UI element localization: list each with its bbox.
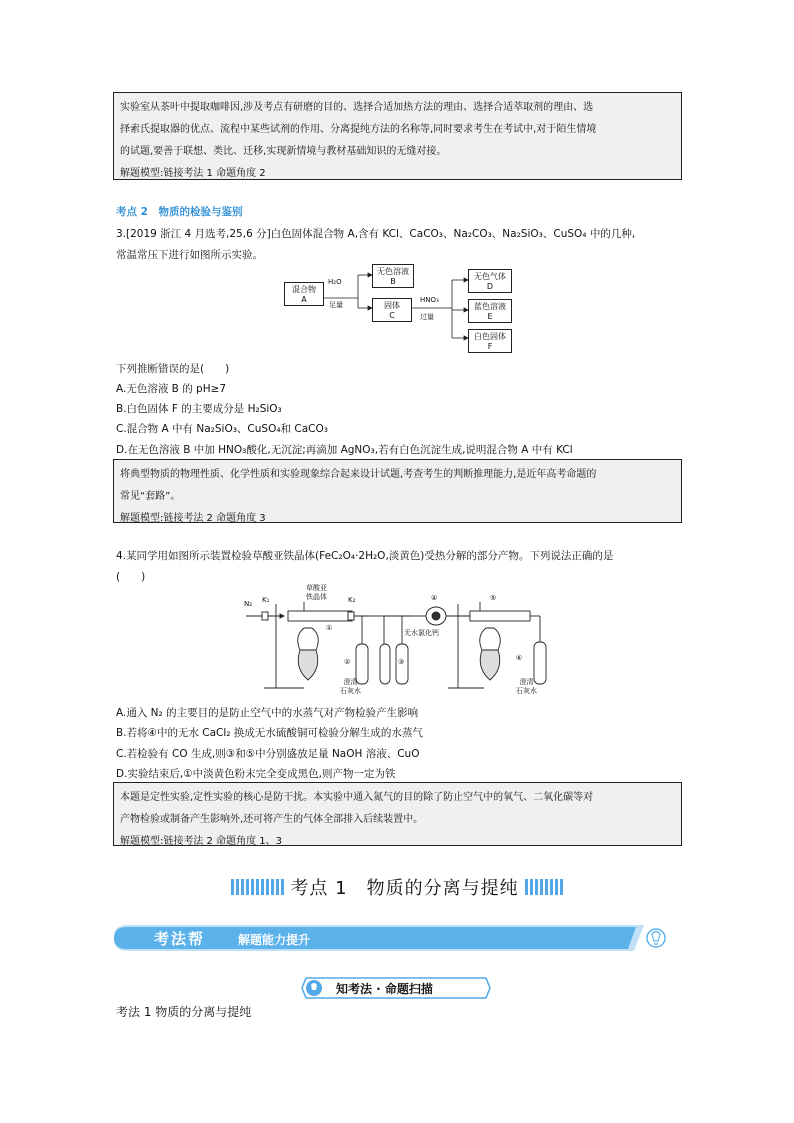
analysis-box-2 (113, 459, 682, 523)
lime2-line1: 澄清 (519, 678, 534, 686)
apparatus-drawing (244, 584, 554, 700)
q3-option-c: C.混合物 A 中有 Na₂SiO₃、CuSO₄和 CaCO₃ (116, 423, 328, 435)
solution-b-code: B (390, 277, 396, 286)
box1-line1: 实验室从茶叶中提取咖啡因,涉及考点有研磨的目的、选择合适加热方法的理由、选择合适萃取剂的理由、选 (120, 102, 594, 113)
box-solid-f (468, 329, 512, 353)
q4-apparatus (244, 584, 554, 700)
box2-line1: 将典型物质的物理性质、化学性质和实验现象综合起来设计试题,考查考生的判断推理能力,是近年高考命题的 (120, 469, 597, 480)
box-solution-e (468, 299, 512, 323)
solution-e-label: 蓝色溶液 (474, 302, 506, 311)
box-solid-c (372, 298, 412, 322)
solid-c-label: 固体 (384, 301, 400, 310)
box-mixture-a (284, 282, 324, 306)
label-limewater-2 (516, 678, 537, 696)
cond-excess-1: 足量 (329, 301, 343, 309)
mixture-code: A (301, 295, 307, 304)
q3-option-d: D.在无色溶液 B 中加 HNO₃酸化,无沉淀;再滴加 AgNO₃,若有白色沉淀生成,说明混合物 A 中有 KCl (116, 444, 573, 456)
q4-option-d: D.实验结束后,①中淡黄色粉末完全变成黑色,则产物一定为铁 (116, 768, 396, 780)
reagent-h2o: H₂O (328, 278, 342, 286)
label-crystal (306, 584, 327, 602)
box-gas-d (468, 269, 512, 293)
lime2-line2: 石灰水 (516, 687, 537, 695)
label-4: ④ (431, 594, 438, 602)
badge-text: 知考法 · 命题扫描 (336, 982, 433, 996)
section-title-text: 考点 1 物质的分离与提纯 (290, 878, 519, 899)
label-1: ① (326, 624, 333, 632)
label-5: ⑤ (490, 594, 497, 602)
solid-f-code: F (487, 342, 493, 351)
q3-question: 下列推断错误的是( ) (116, 363, 230, 375)
q3-stem-2: 常温常压下进行如图所示实验。 (116, 249, 263, 261)
crystal-line2: 铁晶体 (306, 593, 327, 601)
kaodian2-heading: 考点 2 物质的检验与鉴别 (116, 206, 243, 218)
box1-line3: 的试题,要善于联想、类比、迁移,实现新情境与教材基础知识的无缝对接。 (120, 146, 447, 157)
box2-line2: 常见“套路”。 (120, 491, 181, 502)
box3-line1: 本题是定性实验,定性实验的核心是防干扰。本实验中通入氮气的目的除了防止空气中的氧气、二氧化碳等对 (120, 792, 594, 803)
label-cacl2: 无水氯化钙 (404, 629, 439, 637)
label-3: ③ (398, 658, 405, 666)
box1-model: 解题模型:链接考法 1 命题角度 2 (120, 168, 266, 179)
lime1-line2: 石灰水 (340, 687, 361, 695)
solution-e-code: E (487, 312, 493, 321)
label-6: ⑥ (516, 654, 523, 662)
banner-left-text: 考法帮 (154, 930, 206, 948)
label-limewater-1 (340, 678, 361, 696)
label-k1: K₁ (262, 596, 270, 604)
box1-line2: 择索氏提取器的优点、流程中某些试剂的作用、分离提纯方法的名称等,同时要求考生在考试中,对于陌生情境 (120, 124, 597, 135)
analysis-box-1 (113, 92, 682, 180)
box2-model: 解题模型:链接考法 2 命题角度 3 (120, 513, 266, 524)
q4-option-a: A.通入 N₂ 的主要目的是防止空气中的水蒸气对产物检验产生影响 (116, 707, 419, 719)
q3-option-b: B.白色固体 F 的主要成分是 H₂SiO₃ (116, 403, 282, 415)
badge-zhikaofa (300, 976, 492, 1000)
stripes-right-icon (525, 879, 563, 895)
q3-option-a: A.无色溶液 B 的 pH≥7 (116, 383, 227, 395)
kaofa-banner (114, 925, 666, 951)
solid-c-code: C (389, 311, 395, 320)
label-2: ② (344, 658, 351, 666)
q4-option-c: C.若检验有 CO 生成,则③和⑤中分别盛放足量 NaOH 溶液、CuO (116, 748, 420, 760)
reagent-hno3: HNO₃ (420, 296, 439, 304)
solid-f-label: 白色固体 (474, 332, 506, 341)
gas-d-label: 无色气体 (474, 272, 506, 281)
box3-line2: 产物检验或制备产生影响外,还可将产生的气体全部排入后续装置中。 (120, 814, 424, 825)
mixture-label: 混合物 (292, 285, 316, 294)
label-n2: N₂ (244, 600, 253, 608)
method-1-heading: 考法 1 物质的分离与提纯 (116, 1005, 252, 1019)
analysis-box-3 (113, 782, 682, 846)
banner-right-text: 解题能力提升 (238, 933, 311, 947)
q3-flowchart (280, 262, 520, 358)
label-k2: K₂ (348, 596, 356, 604)
section-title (214, 874, 580, 900)
stripes-left-icon (231, 879, 284, 895)
gas-d-code: D (486, 282, 494, 291)
lime1-line1: 澄清 (343, 678, 358, 686)
q4-option-b: B.若将④中的无水 CaCl₂ 换成无水硫酸铜可检验分解生成的水蒸气 (116, 727, 423, 739)
crystal-line1: 草酸亚 (306, 584, 327, 592)
box-solution-b (372, 264, 414, 288)
q4-stem-2: ( ) (116, 571, 146, 583)
box3-model: 解题模型:链接考法 2 命题角度 1、3 (120, 836, 282, 847)
solution-b-label: 无色溶液 (377, 267, 409, 276)
cond-excess-2: 过量 (420, 313, 434, 321)
q4-stem-1: 4.某同学用如图所示装置检验草酸亚铁晶体(FeC₂O₄·2H₂O,淡黄色)受热分解的部分产物。下列说法正确的是 (116, 550, 614, 562)
q3-stem-1: 3.[2019 浙江 4 月选考,25,6 分]白色固体混合物 A,含有 KCl、CaCO₃、Na₂CO₃、Na₂SiO₃、CuSO₄ 中的几种, (116, 228, 636, 240)
